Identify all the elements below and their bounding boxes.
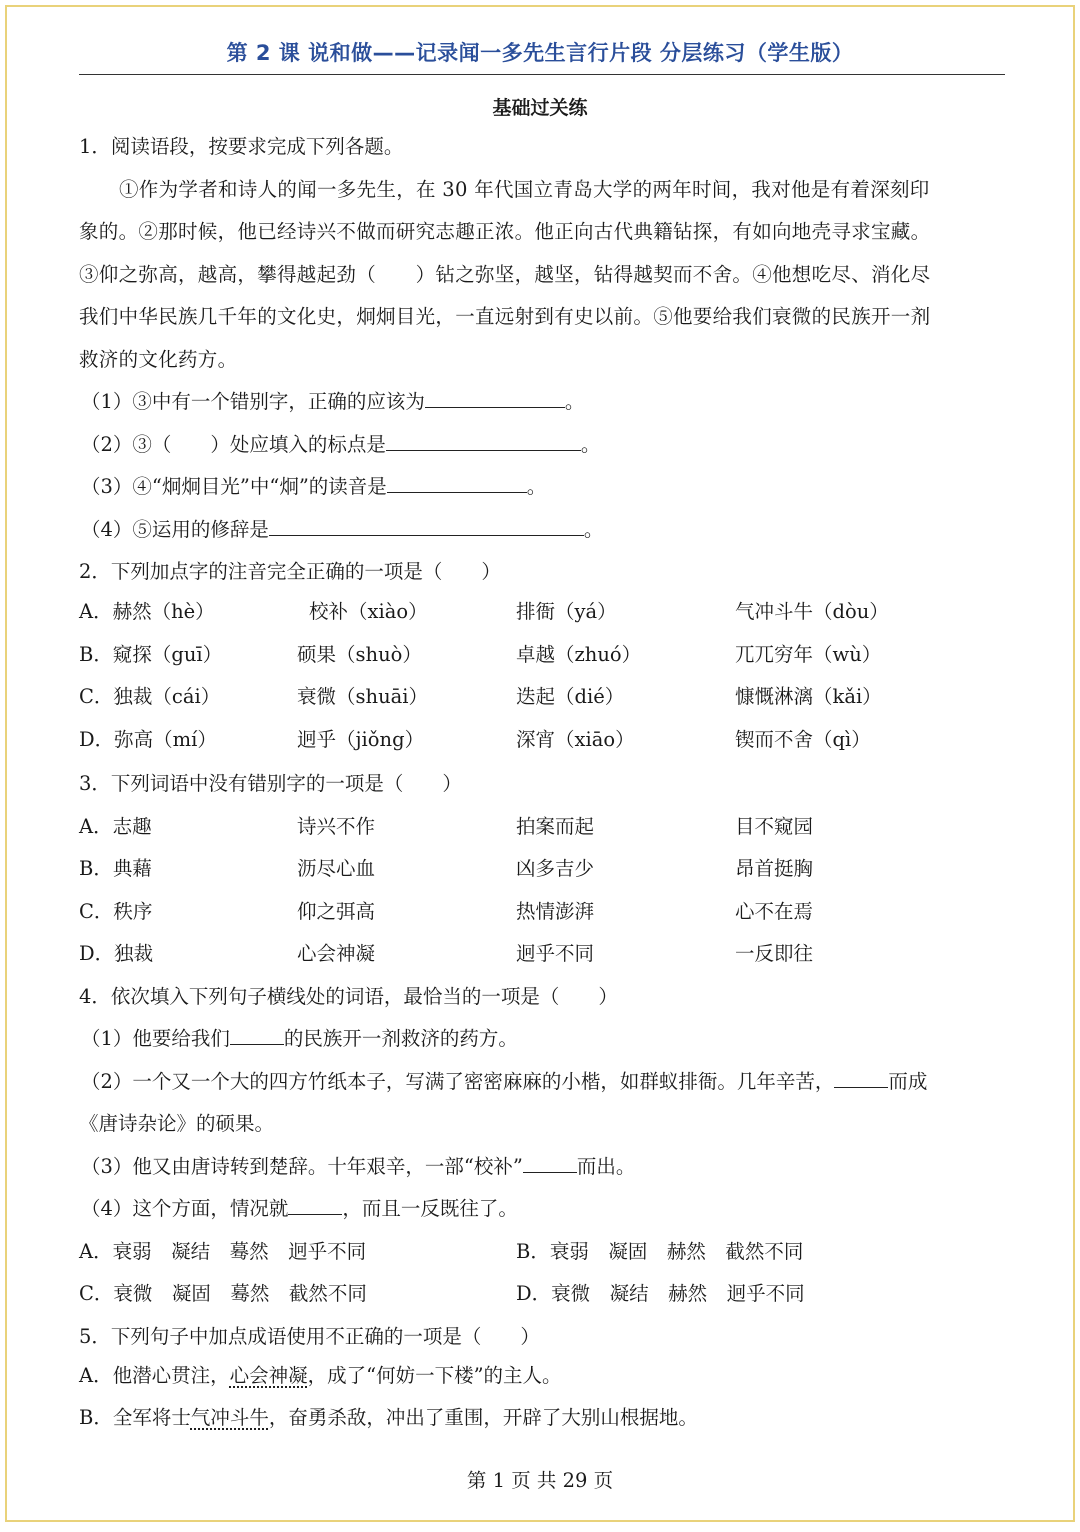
option-item: 锲而不舍（qì） — [735, 728, 871, 751]
option-row[interactable] — [79, 813, 1009, 841]
option-item: 目不窥园 — [735, 815, 814, 838]
question-3-stem: 3．下列词语中没有错别字的一项是（ ） — [79, 772, 462, 795]
option-item: 慷慨淋漓（kǎi） — [735, 685, 882, 708]
question-1-sub-3: （3）④“炯炯目光”中“炯”的读音是 。 — [81, 475, 547, 498]
option-item: 兀兀穷年（wù） — [735, 643, 882, 666]
question-1-stem: 1．阅读语段，按要求完成下列各题。 — [79, 135, 404, 158]
document-page — [5, 5, 1075, 1522]
option-item: B．窥探（guī） — [79, 643, 223, 666]
passage-line: 象的。②那时候，他已经诗兴不做而研究志趣正浓。他正向古代典籍钻探，有如向地壳寻求宝藏。 — [79, 220, 931, 243]
option-item: 气冲斗牛（dòu） — [735, 600, 889, 623]
option-item: 昂首挺胸 — [735, 857, 814, 880]
option-item: 深宵（xiāo） — [516, 728, 635, 751]
page-title: 第 2 课 说和做——记录闻一多先生言行片段 分层练习（学生版） — [226, 41, 854, 65]
option-item: 一反即往 — [735, 942, 814, 965]
option-item: 衰微（shuāi） — [297, 685, 428, 708]
title-divider — [79, 74, 1005, 75]
option-row[interactable] — [79, 683, 1009, 711]
answer-blank[interactable] — [230, 1026, 284, 1045]
passage-line: 救济的文化药方。 — [79, 348, 238, 371]
option-item: C．秩序 — [79, 900, 153, 923]
answer-blank[interactable] — [386, 432, 581, 451]
answer-blank[interactable] — [269, 517, 584, 536]
question-1-sub-1: （1）③中有一个错别字，正确的应该为 。 — [81, 390, 585, 413]
option-row — [79, 1280, 1009, 1308]
question-4-sentence-1: （1）他要给我们 的民族开一剂救济的药方。 — [81, 1027, 518, 1050]
option-item: B．典藉 — [79, 857, 152, 880]
option-item: 诗兴不作 — [297, 815, 376, 838]
option-item: 仰之弭高 — [297, 900, 376, 923]
option-a[interactable]: A．衰弱 凝结 蓦然 迥乎不同 — [79, 1240, 367, 1263]
option-item: A．志趣 — [79, 815, 152, 838]
passage-line: ①作为学者和诗人的闻一多先生，在 30 年代国立青岛大学的两年时间，我对他是有着深刻印 — [119, 178, 930, 201]
option-row[interactable] — [79, 855, 1009, 883]
option-b[interactable]: B．全军将士气冲斗牛，奋勇杀敌，冲出了重围，开辟了大别山根据地。 — [79, 1406, 698, 1429]
option-item: D．弥高（mí） — [79, 728, 217, 751]
option-item: 卓越（zhuó） — [516, 643, 642, 666]
option-row[interactable] — [79, 598, 1009, 626]
option-c[interactable]: C．衰微 凝固 蓦然 截然不同 — [79, 1282, 367, 1305]
option-row[interactable] — [79, 641, 1009, 669]
option-row — [79, 1238, 1009, 1266]
question-5-stem: 5．下列句子中加点成语使用不正确的一项是（ ） — [79, 1325, 540, 1348]
option-item: 拍案而起 — [516, 815, 595, 838]
answer-blank[interactable] — [523, 1154, 577, 1173]
passage-line: ③仰之弥高，越高，攀得越起劲（ ）钻之弥坚，越坚，钻得越契而不舍。④他想吃尽、消化尽 — [79, 263, 931, 286]
dotted-idiom: 气冲斗牛 — [190, 1406, 269, 1429]
answer-blank[interactable] — [288, 1196, 342, 1215]
question-4-sentence-2-cont: 《唐诗杂论》的硕果。 — [79, 1112, 275, 1135]
option-b[interactable]: B．衰弱 凝固 赫然 截然不同 — [516, 1240, 804, 1263]
section-title: 基础过关练 — [492, 97, 588, 119]
option-item: 沥尽心血 — [297, 857, 376, 880]
option-item: 迥乎（jiǒng） — [297, 728, 425, 751]
question-4-sentence-3: （3）他又由唐诗转到楚辞。十年艰辛，一部“校补” 而出。 — [81, 1155, 636, 1178]
passage-line: 我们中华民族几千年的文化史，炯炯目光，一直远射到有史以前。⑤他要给我们衰微的民族开一剂 — [79, 305, 931, 328]
option-item: 凶多吉少 — [516, 857, 595, 880]
option-row[interactable] — [79, 726, 1009, 754]
option-row[interactable] — [79, 940, 1009, 968]
option-d[interactable]: D．衰微 凝结 赫然 迥乎不同 — [516, 1282, 805, 1305]
question-2-stem: 2．下列加点字的注音完全正确的一项是（ ） — [79, 560, 501, 583]
question-1-sub-4: （4）⑤运用的修辞是 。 — [81, 518, 604, 541]
option-item: 心不在焉 — [735, 900, 814, 923]
answer-blank[interactable] — [387, 474, 527, 493]
option-item: 热情澎湃 — [516, 900, 595, 923]
option-item: 硕果（shuò） — [297, 643, 422, 666]
option-a[interactable]: A．他潜心贯注，心会神凝，成了“何妨一下楼”的主人。 — [79, 1364, 562, 1387]
option-item: D．独裁 — [79, 942, 154, 965]
question-4-stem: 4．依次填入下列句子横线处的词语，最恰当的一项是（ ） — [79, 985, 618, 1008]
answer-blank[interactable] — [834, 1069, 888, 1088]
option-row[interactable] — [79, 898, 1009, 926]
page-number: 第 1 页 共 29 页 — [466, 1469, 614, 1492]
option-item: 心会神凝 — [297, 942, 376, 965]
question-1-sub-2: （2）③（ ）处应填入的标点是 。 — [81, 433, 601, 456]
option-item: 迭起（dié） — [516, 685, 625, 708]
question-4-sentence-4: （4）这个方面，情况就 ，而且一反既往了。 — [81, 1197, 518, 1220]
question-4-sentence-2: （2）一个又一个大的四方竹纸本子，写满了密密麻麻的小楷，如群蚁排衙。几年辛苦， 而成 — [81, 1070, 928, 1093]
dotted-idiom: 心会神凝 — [229, 1364, 308, 1387]
answer-blank[interactable] — [425, 389, 565, 408]
option-item: 排衙（yá） — [516, 600, 617, 623]
option-item: C．独裁（cái） — [79, 685, 221, 708]
option-item: 校补（xiào） — [309, 600, 428, 623]
option-item: A．赫然（hè） — [79, 600, 215, 623]
option-item: 迥乎不同 — [516, 942, 595, 965]
